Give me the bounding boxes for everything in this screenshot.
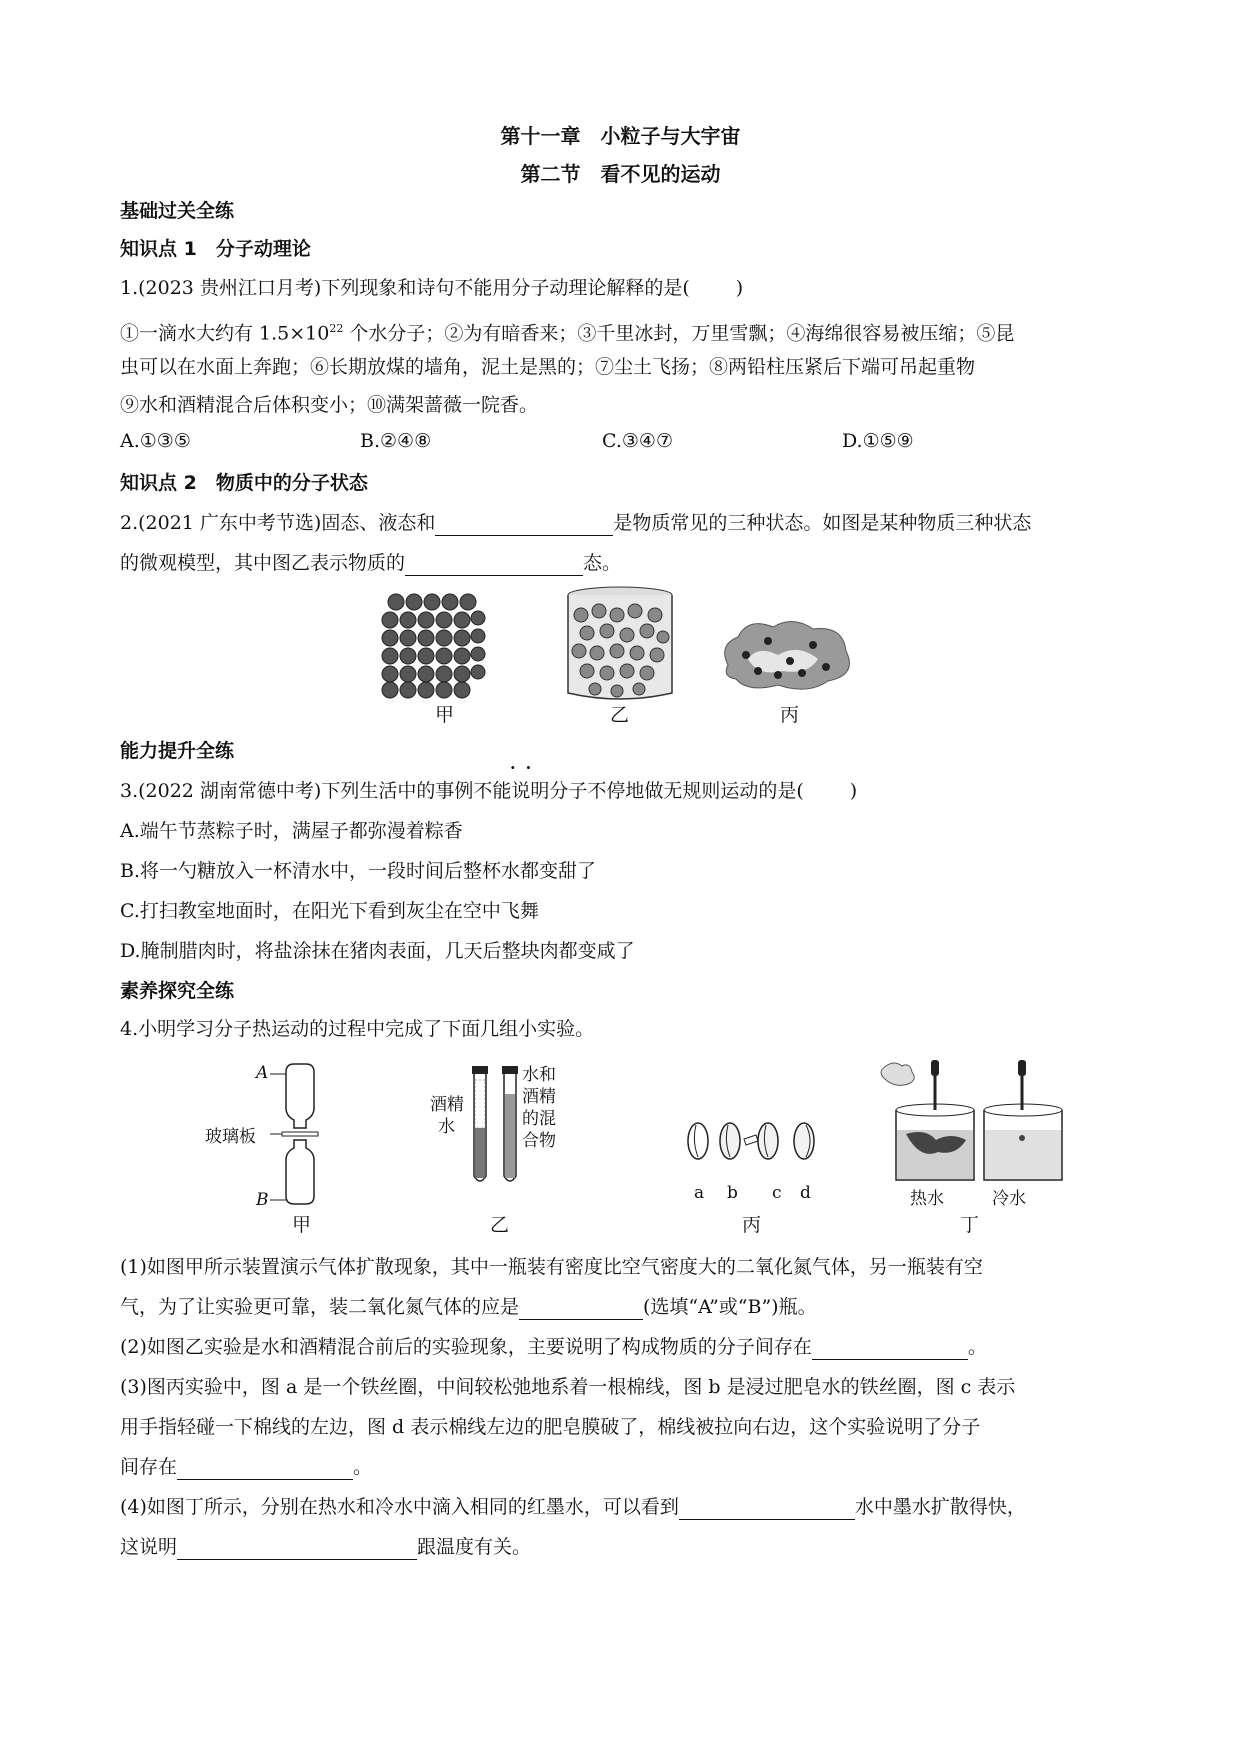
q2-caption-jia: 甲 — [435, 704, 455, 726]
q4-p2-line — [120, 1334, 987, 1360]
heading-kp1: 知识点 1 分子动理论 — [120, 238, 311, 260]
q1-line3: ⑨水和酒精混合后体积变小；⑩满架蔷薇一院香。 — [120, 394, 539, 416]
q4-caption-yi: 乙 — [490, 1214, 510, 1236]
q4-blank-5[interactable] — [177, 1539, 417, 1560]
q3-option-d[interactable]: D.腌制腊肉时，将盐涂抹在猪肉表面，几天后整块肉都变咸了 — [120, 940, 635, 962]
q3-stem-close: ) — [849, 780, 858, 802]
q3-stem-emphasis: 不能 — [473, 780, 512, 802]
q2-line1 — [120, 510, 1031, 536]
heading-ability: 能力提升全练 — [120, 740, 235, 762]
q4-p3-text-b: 。 — [353, 1456, 373, 1478]
glass-plate-label: 玻璃板 — [205, 1127, 256, 1147]
mix-label-2: 酒精 — [522, 1087, 556, 1107]
q4-p3-line2: 用手指轻碰一下棉线的左边，图 d 表示棉线左边的肥皂膜破了，棉线被拉向右边，这个实验说明了分子 — [120, 1416, 981, 1438]
q1-line1-a: ①一滴水大约有 1.5×10 — [120, 322, 330, 345]
q4-blank-1[interactable] — [519, 1299, 643, 1320]
q4-p1-line2 — [120, 1294, 817, 1320]
q1-option-c[interactable]: C.③④⑦ — [602, 430, 673, 452]
ink-diffusion-beakers-figure — [876, 1060, 1076, 1192]
q4-p4-text-d: 跟温度有关。 — [417, 1536, 532, 1558]
q4-p1-text-a: 气，为了让实验更可靠，装二氧化氮气体的应是 — [120, 1296, 520, 1318]
soap-film-rings-figure — [686, 1115, 826, 1175]
cold-water-label: 冷水 — [992, 1189, 1026, 1209]
q4-p4-text-a: (4)如图丁所示，分别在热水和冷水中滴入相同的红墨水，可以看到 — [120, 1496, 679, 1518]
mix-label-3: 的混 — [522, 1109, 556, 1129]
gas-diffusion-bottles-figure — [270, 1060, 330, 1220]
liquid-model-figure — [565, 585, 675, 703]
q4-p2-text-b: 。 — [967, 1336, 987, 1358]
q3-stem-a: 3.(2022 湖南常德中考)下列生活中的事例 — [120, 780, 474, 802]
q3-stem-b: 说明分子不停地做无规则运动的是( — [511, 780, 804, 802]
q4-p3-line1: (3)图丙实验中，图 a 是一个铁丝圈，中间较松弛地系着一根棉线，图 b 是浸过肥皂水的铁丝圈，图 c 表示 — [120, 1376, 1016, 1398]
heading-kp2: 知识点 2 物质中的分子状态 — [120, 472, 368, 494]
q4-caption-bing: 丙 — [742, 1214, 762, 1236]
q3-option-c[interactable]: C.打扫教室地面时，在阳光下看到灰尘在空中飞舞 — [120, 900, 539, 922]
q1-option-b[interactable]: B.②④⑧ — [360, 430, 432, 452]
section-title: 第二节 看不见的运动 — [520, 162, 721, 186]
ring-label-a: a — [694, 1183, 705, 1203]
q2-line1-b: 是物质常见的三种状态。如图是某种物质三种状态 — [613, 512, 1032, 534]
q4-blank-3[interactable] — [177, 1459, 353, 1480]
alcohol-label: 酒精 — [430, 1095, 464, 1115]
test-tubes-figure — [466, 1060, 526, 1195]
q4-caption-jia: 甲 — [292, 1214, 312, 1236]
q2-blank-2[interactable] — [405, 555, 583, 576]
q1-stem — [120, 275, 743, 301]
q4-p3-text-a: 间存在 — [120, 1456, 178, 1478]
q2-caption-bing: 丙 — [780, 704, 800, 726]
q4-p4-text-c: 这说明 — [120, 1536, 178, 1558]
bottle-label-b: B — [256, 1190, 269, 1210]
ring-label-d: d — [800, 1183, 811, 1203]
q4-p1-line1: (1)如图甲所示装置演示气体扩散现象，其中一瓶装有密度比空气密度大的二氧化氮气体，另一瓶装有空 — [120, 1256, 983, 1278]
q1-stem-text: 1.(2023 贵州江口月考)下列现象和诗句不能用分子动理论解释的是( — [120, 277, 690, 299]
q1-line2: 虫可以在水面上奔跑；⑥长期放煤的墙角，泥土是黑的；⑦尘土飞扬；⑧两铅柱压紧后下端可吊起重物 — [120, 356, 976, 378]
q2-line2 — [120, 550, 621, 576]
q1-line1 — [120, 316, 1014, 346]
q1-stem-close: ) — [735, 277, 744, 299]
q2-line1-a: 2.(2021 广东中考节选)固态、液态和 — [120, 512, 436, 534]
q4-p4-text-b: 水中墨水扩散得快， — [854, 1496, 1026, 1518]
q1-option-a[interactable]: A.①③⑤ — [120, 430, 191, 452]
q1-option-d[interactable]: D.①⑤⑨ — [842, 430, 914, 452]
water-label: 水 — [438, 1117, 455, 1137]
bottle-label-a: A — [256, 1063, 269, 1083]
q4-p2-text-a: (2)如图乙实验是水和酒精混合前后的实验现象，主要说明了构成物质的分子间存在 — [120, 1336, 812, 1358]
mix-label-1: 水和 — [522, 1065, 556, 1085]
q2-blank-1[interactable] — [435, 515, 613, 536]
q4-blank-2[interactable] — [812, 1339, 968, 1360]
q4-p4-line1 — [120, 1494, 1026, 1520]
q1-line1-b: 个水分子；②为有暗香来；③千里冰封，万里雪飘；④海绵很容易被压缩；⑤昆 — [343, 322, 1015, 345]
ring-label-b: b — [727, 1183, 738, 1203]
q1-exponent: 22 — [329, 322, 344, 335]
q4-p4-line2 — [120, 1534, 531, 1560]
q3-stem — [120, 778, 857, 804]
heading-literacy: 素养探究全练 — [120, 980, 235, 1002]
gas-model-figure — [718, 615, 858, 695]
q2-line2-b: 态。 — [583, 552, 622, 574]
mix-label-4: 合物 — [522, 1131, 556, 1151]
q4-p1-text-b: (选填“A”或“B”)瓶。 — [643, 1296, 817, 1318]
ring-label-c: c — [772, 1183, 782, 1203]
q3-option-a[interactable]: A.端午节蒸粽子时，满屋子都弥漫着粽香 — [120, 820, 463, 842]
q4-stem: 4.小明学习分子热运动的过程中完成了下面几组小实验。 — [120, 1018, 595, 1040]
q4-p3-line3 — [120, 1454, 372, 1480]
chapter-title: 第十一章 小粒子与大宇宙 — [500, 124, 741, 148]
q3-option-b[interactable]: B.将一勺糖放入一杯清水中，一段时间后整杯水都变甜了 — [120, 860, 597, 882]
q2-caption-yi: 乙 — [610, 704, 630, 726]
q4-caption-ding: 丁 — [960, 1214, 980, 1236]
solid-model-figure — [378, 590, 488, 700]
hot-water-label: 热水 — [910, 1189, 944, 1209]
emphasis-dots: ·· — [510, 758, 542, 777]
q2-line2-a: 的微观模型，其中图乙表示物质的 — [120, 552, 406, 574]
heading-basic: 基础过关全练 — [120, 200, 235, 222]
q4-blank-4[interactable] — [679, 1499, 855, 1520]
